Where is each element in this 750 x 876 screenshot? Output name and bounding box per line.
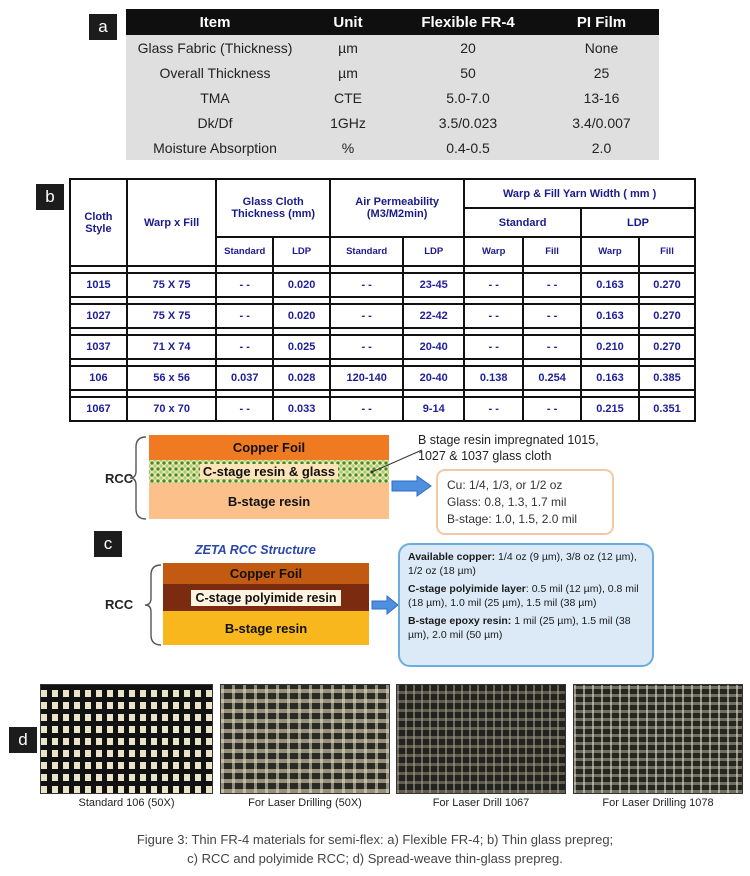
table-cell: - - bbox=[464, 273, 523, 297]
table-cell: 0.163 bbox=[581, 366, 639, 390]
zeta-copper-foil-layer: Copper Foil bbox=[163, 563, 369, 584]
table-cell: CTE bbox=[304, 85, 392, 110]
glass-prepreg-table bbox=[69, 178, 696, 422]
table-cell: 0.270 bbox=[639, 335, 695, 359]
table-cell: - - bbox=[216, 397, 273, 421]
sub-header-fill: Fill bbox=[639, 237, 695, 266]
weave-image-laser-drill-1067 bbox=[396, 684, 566, 794]
bstage-resin-layer: B-stage resin bbox=[149, 483, 389, 519]
table-row bbox=[126, 35, 659, 60]
table-cell: 0.270 bbox=[639, 304, 695, 328]
table-row bbox=[70, 304, 695, 328]
table-cell: 1GHz bbox=[304, 110, 392, 135]
table-cell: - - bbox=[330, 397, 403, 421]
figure-caption-line1: Figure 3: Thin FR-4 materials for semi-flex: a) Flexible FR-4; b) Thin glass prepreg; bbox=[136, 832, 614, 847]
table-cell: 22-42 bbox=[403, 304, 464, 328]
zeta-rcc-label: RCC bbox=[105, 597, 134, 612]
glass-cloth-callout bbox=[418, 432, 599, 464]
table-cell: 1037 bbox=[70, 335, 127, 359]
row-gap bbox=[70, 390, 695, 397]
table-cell: - - bbox=[330, 273, 403, 297]
table-cell: 50 bbox=[392, 60, 544, 85]
gap-cell bbox=[127, 328, 216, 335]
table-cell: 0.4-0.5 bbox=[392, 135, 544, 160]
gap-cell bbox=[330, 359, 403, 366]
header-unit: Unit bbox=[304, 9, 392, 35]
gap-cell bbox=[273, 266, 330, 273]
gap-cell bbox=[330, 328, 403, 335]
gap-cell bbox=[403, 359, 464, 366]
comparison-table bbox=[126, 9, 659, 160]
table-cell: - - bbox=[330, 304, 403, 328]
gap-cell bbox=[273, 359, 330, 366]
gap-cell bbox=[639, 390, 695, 397]
table-cell: 120-140 bbox=[330, 366, 403, 390]
weave-image-laser-drilling-1078 bbox=[573, 684, 743, 794]
row-gap bbox=[70, 359, 695, 366]
table-cell: 0.215 bbox=[581, 397, 639, 421]
gap-cell bbox=[216, 266, 273, 273]
gap-cell bbox=[70, 328, 127, 335]
gap-cell bbox=[273, 297, 330, 304]
table-cell: None bbox=[544, 35, 659, 60]
panel-label-d: d bbox=[9, 727, 37, 753]
table-cell: Dk/Df bbox=[126, 110, 304, 135]
table-cell: 0.210 bbox=[581, 335, 639, 359]
table-header-row bbox=[126, 9, 659, 35]
table-cell: Overall Thickness bbox=[126, 60, 304, 85]
table-row bbox=[70, 273, 695, 297]
gap-cell bbox=[273, 390, 330, 397]
zeta-spec-box bbox=[398, 543, 654, 667]
table-cell: 0.037 bbox=[216, 366, 273, 390]
rcc-brace bbox=[128, 435, 148, 521]
gap-cell bbox=[403, 297, 464, 304]
sub-header-warp: Warp bbox=[581, 237, 639, 266]
table-cell: 70 x 70 bbox=[127, 397, 216, 421]
table-cell: - - bbox=[216, 335, 273, 359]
gap-cell bbox=[216, 328, 273, 335]
gap-cell bbox=[523, 266, 581, 273]
zeta-cstage-label: C-stage polyimide resin bbox=[191, 590, 340, 606]
gap-cell bbox=[403, 390, 464, 397]
table-cell: 3.4/0.007 bbox=[544, 110, 659, 135]
panel-label-a: a bbox=[89, 14, 117, 40]
header-glass-thickness: Glass Cloth Thickness (mm) bbox=[216, 179, 330, 237]
gap-cell bbox=[127, 390, 216, 397]
table-cell: % bbox=[304, 135, 392, 160]
header-air-permeability: Air Permeability (M3/M2min) bbox=[330, 179, 464, 237]
gap-cell bbox=[70, 359, 127, 366]
gap-cell bbox=[330, 297, 403, 304]
spec-copper: Cu: 1/4, 1/3, or 1/2 oz bbox=[447, 478, 563, 492]
table-cell: 1027 bbox=[70, 304, 127, 328]
callout-line2: 1027 & 1037 glass cloth bbox=[418, 449, 552, 463]
gap-cell bbox=[70, 390, 127, 397]
gap-cell bbox=[216, 297, 273, 304]
spec-bstage-epoxy: B-stage epoxy resin: 1 mil (25 µm), 1.5 mil (38 µm), 2.0 mil (50 µm) bbox=[408, 615, 631, 641]
figure-caption-line2: c) RCC and polyimide RCC; d) Spread-weave thin-glass prepreg. bbox=[187, 851, 563, 866]
cstage-glass-label: C-stage resin & glass bbox=[200, 464, 338, 479]
gap-cell bbox=[581, 266, 639, 273]
panel-label-c: c bbox=[94, 531, 122, 557]
gap-cell bbox=[581, 359, 639, 366]
callout-line1: B stage resin impregnated 1015, bbox=[418, 433, 599, 447]
gap-cell bbox=[639, 359, 695, 366]
gap-cell bbox=[216, 359, 273, 366]
table-row bbox=[126, 85, 659, 110]
gap-cell bbox=[127, 297, 216, 304]
weave-caption-2: For Laser Drilling (50X) bbox=[248, 797, 362, 809]
rcc-spec-box bbox=[436, 469, 614, 535]
table-cell: 71 X 74 bbox=[127, 335, 216, 359]
gap-cell bbox=[523, 328, 581, 335]
gap-cell bbox=[70, 297, 127, 304]
zeta-rcc-brace bbox=[143, 563, 163, 647]
sub-header-ldp: LDP bbox=[273, 237, 330, 266]
table-cell: TMA bbox=[126, 85, 304, 110]
gap-cell bbox=[464, 390, 523, 397]
gap-cell bbox=[523, 359, 581, 366]
table-cell: Moisture Absorption bbox=[126, 135, 304, 160]
gap-cell bbox=[127, 266, 216, 273]
gap-cell bbox=[216, 390, 273, 397]
zeta-bstage-layer: B-stage resin bbox=[163, 611, 369, 645]
table-cell: - - bbox=[216, 304, 273, 328]
table-cell: µm bbox=[304, 60, 392, 85]
gap-cell bbox=[330, 390, 403, 397]
sub-header-standard: Standard bbox=[216, 237, 273, 266]
table-cell: - - bbox=[523, 335, 581, 359]
table-cell: 106 bbox=[70, 366, 127, 390]
table-cell: 0.270 bbox=[639, 273, 695, 297]
table-cell: 0.020 bbox=[273, 304, 330, 328]
table-cell: 5.0-7.0 bbox=[392, 85, 544, 110]
gap-cell bbox=[464, 266, 523, 273]
table-cell: 2.0 bbox=[544, 135, 659, 160]
gap-cell bbox=[330, 266, 403, 273]
table-cell: 0.385 bbox=[639, 366, 695, 390]
sub-header-warp: Warp bbox=[464, 237, 523, 266]
table-cell: - - bbox=[523, 397, 581, 421]
table-cell: 1015 bbox=[70, 273, 127, 297]
panel-label-b: b bbox=[36, 184, 64, 210]
table-cell: 0.138 bbox=[464, 366, 523, 390]
weave-image-laser-drilling-50x bbox=[220, 684, 390, 794]
table-cell: 0.163 bbox=[581, 304, 639, 328]
zeta-rcc-title: ZETA RCC Structure bbox=[195, 543, 316, 557]
table-cell: 20 bbox=[392, 35, 544, 60]
gap-cell bbox=[464, 297, 523, 304]
header-standard: Standard bbox=[464, 208, 581, 237]
callout-leader-line bbox=[360, 448, 430, 478]
table-cell: - - bbox=[464, 397, 523, 421]
table-cell: 3.5/0.023 bbox=[392, 110, 544, 135]
table-row bbox=[70, 335, 695, 359]
table-cell: - - bbox=[216, 273, 273, 297]
zeta-right-arrow-icon bbox=[371, 595, 399, 615]
right-arrow-icon bbox=[391, 475, 433, 497]
table-cell: 0.351 bbox=[639, 397, 695, 421]
gap-cell bbox=[70, 266, 127, 273]
sub-header-standard: Standard bbox=[330, 237, 403, 266]
cstage-glass-layer bbox=[149, 460, 389, 483]
table-cell: 0.163 bbox=[581, 273, 639, 297]
table-cell: 13-16 bbox=[544, 85, 659, 110]
table-cell: - - bbox=[523, 304, 581, 328]
figure-caption bbox=[0, 830, 750, 868]
header-yarn-width: Warp & Fill Yarn Width ( mm ) bbox=[464, 179, 695, 208]
gap-cell bbox=[581, 297, 639, 304]
header-warp-fill: Warp x Fill bbox=[127, 179, 216, 266]
table-cell: 25 bbox=[544, 60, 659, 85]
weave-caption-4: For Laser Drilling 1078 bbox=[602, 797, 714, 809]
table-row bbox=[70, 366, 695, 390]
weave-caption-3: For Laser Drill 1067 bbox=[432, 797, 530, 809]
spec-available-copper: Available copper: 1/4 oz (9 µm), 3/8 oz (12 µm), 1/2 oz (18 µm) bbox=[408, 551, 637, 577]
rcc-label: RCC bbox=[105, 471, 134, 486]
table-cell: 0.020 bbox=[273, 273, 330, 297]
table-cell: 56 x 56 bbox=[127, 366, 216, 390]
table-cell: 75 X 75 bbox=[127, 304, 216, 328]
gap-cell bbox=[403, 328, 464, 335]
zeta-cstage-layer bbox=[163, 584, 369, 611]
gap-cell bbox=[581, 328, 639, 335]
gap-cell bbox=[639, 266, 695, 273]
gap-cell bbox=[639, 297, 695, 304]
header-item: Item bbox=[126, 9, 304, 35]
row-gap bbox=[70, 266, 695, 273]
table-cell: 0.028 bbox=[273, 366, 330, 390]
table-cell: 0.254 bbox=[523, 366, 581, 390]
table-cell: 20-40 bbox=[403, 335, 464, 359]
table-cell: 1067 bbox=[70, 397, 127, 421]
table-cell: 20-40 bbox=[403, 366, 464, 390]
table-row bbox=[126, 60, 659, 85]
gap-cell bbox=[127, 359, 216, 366]
gap-cell bbox=[523, 390, 581, 397]
table-cell: 75 X 75 bbox=[127, 273, 216, 297]
weave-image-standard-106 bbox=[40, 684, 213, 794]
table-cell: 23-45 bbox=[403, 273, 464, 297]
header-ldp: LDP bbox=[581, 208, 695, 237]
header-cloth-style: Cloth Style bbox=[70, 179, 127, 266]
table-cell: 0.033 bbox=[273, 397, 330, 421]
weave-caption-1: Standard 106 (50X) bbox=[78, 797, 175, 809]
header-flexible-fr4: Flexible FR-4 bbox=[392, 9, 544, 35]
row-gap bbox=[70, 297, 695, 304]
gap-cell bbox=[523, 297, 581, 304]
sub-header-fill: Fill bbox=[523, 237, 581, 266]
copper-foil-layer: Copper Foil bbox=[149, 435, 389, 460]
table-cell: - - bbox=[523, 273, 581, 297]
table-cell: Glass Fabric (Thickness) bbox=[126, 35, 304, 60]
table-row bbox=[126, 135, 659, 160]
gap-cell bbox=[403, 266, 464, 273]
sub-header-ldp: LDP bbox=[403, 237, 464, 266]
row-gap bbox=[70, 328, 695, 335]
table-cell: 9-14 bbox=[403, 397, 464, 421]
gap-cell bbox=[581, 390, 639, 397]
table-row bbox=[126, 110, 659, 135]
table-row bbox=[70, 397, 695, 421]
gap-cell bbox=[273, 328, 330, 335]
gap-cell bbox=[464, 359, 523, 366]
header-pi-film: PI Film bbox=[544, 9, 659, 35]
table-cell: µm bbox=[304, 35, 392, 60]
table-cell: - - bbox=[464, 304, 523, 328]
spec-bstage: B-stage: 1.0, 1.5, 2.0 mil bbox=[447, 512, 578, 526]
table-cell: - - bbox=[464, 335, 523, 359]
spec-glass: Glass: 0.8, 1.3, 1.7 mil bbox=[447, 495, 567, 509]
gap-cell bbox=[639, 328, 695, 335]
gap-cell bbox=[464, 328, 523, 335]
table-cell: 0.025 bbox=[273, 335, 330, 359]
spec-cstage-polyimide: C-stage polyimide layer: 0.5 mil (12 µm), 0.8 mil (18 µm), 1.0 mil (25 µm), 1.5 mil (38 µm) bbox=[408, 583, 639, 609]
table-cell: - - bbox=[330, 335, 403, 359]
